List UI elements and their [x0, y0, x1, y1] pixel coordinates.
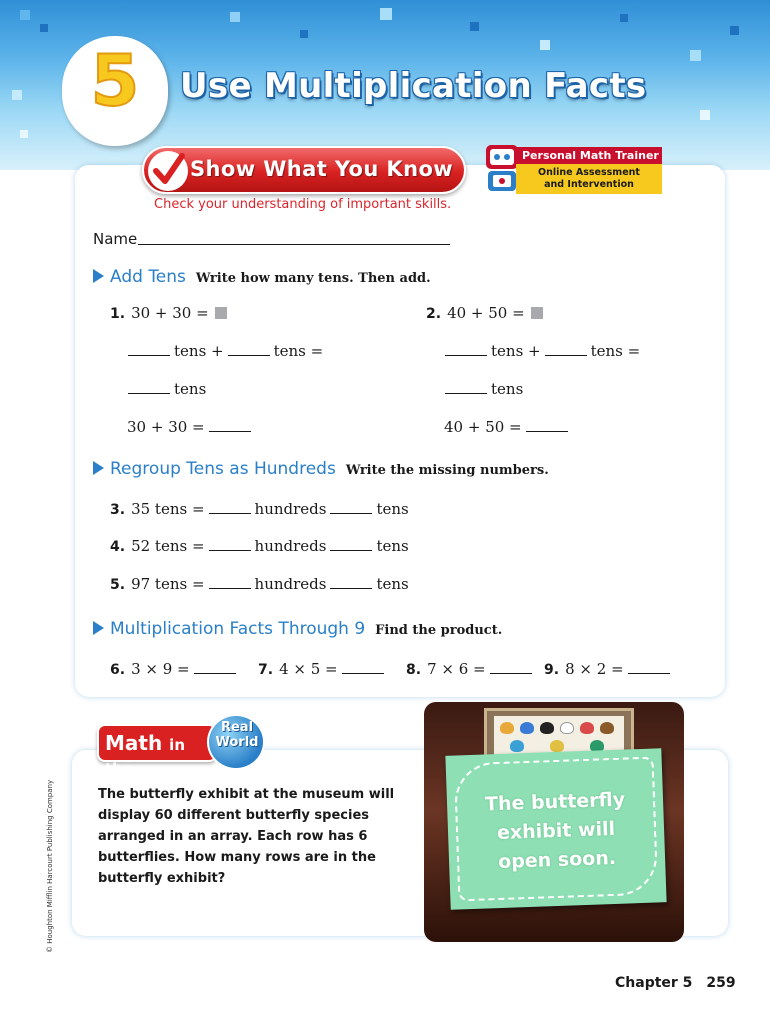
problem-1-total-tens: [124, 380, 206, 398]
problem-6: [110, 660, 240, 678]
trainer-subtitle-line2: and Intervention: [544, 179, 634, 190]
problem-1-final: [127, 418, 255, 436]
butterfly-icon: [560, 722, 574, 734]
butterfly-icon: [550, 740, 564, 752]
butterfly-icon: [540, 722, 554, 734]
answer-blank[interactable]: [228, 355, 270, 356]
tens-text: tens: [174, 380, 207, 398]
problem-2-total-tens: [441, 380, 523, 398]
answer-blank[interactable]: [445, 355, 487, 356]
chapter-badge: [62, 36, 168, 146]
trainer-title: Personal Math Trainer: [516, 147, 662, 164]
sign-line-1: The butterfly: [484, 788, 626, 816]
problem-expression: 4 × 5 =: [279, 660, 338, 678]
tens-text: tens =: [590, 342, 641, 360]
butterfly-icon: [500, 722, 514, 734]
show-what-you-know-banner: [142, 146, 466, 194]
tens-text: tens +: [174, 342, 224, 360]
answer-blank[interactable]: [330, 550, 372, 551]
problem-expression: 8 × 2 =: [565, 660, 624, 678]
problem-expression: 7 × 6 =: [427, 660, 486, 678]
problem-7: [258, 660, 388, 678]
answer-box[interactable]: [215, 307, 227, 319]
answer-blank[interactable]: [490, 673, 532, 674]
answer-blank[interactable]: [128, 393, 170, 394]
math-in-the-real-world-logo: [97, 714, 267, 778]
copyright-text: © Houghton Mifflin Harcourt Publishing Company: [46, 779, 54, 953]
problem-number: 7.: [258, 662, 274, 678]
hundreds-text: hundreds: [254, 537, 327, 555]
answer-box[interactable]: [531, 307, 543, 319]
problem-number: 3.: [110, 502, 126, 518]
problem-2-tens-line: [441, 342, 640, 360]
answer-blank[interactable]: [526, 431, 568, 432]
final-expression: 30 + 30 =: [127, 418, 205, 436]
sign-line-3: open soon.: [497, 846, 617, 874]
problem-expression: 3 × 9 =: [131, 660, 190, 678]
tens-text: tens +: [491, 342, 541, 360]
page-footer: [615, 975, 736, 991]
tens-text: tens =: [273, 342, 324, 360]
answer-blank[interactable]: [628, 673, 670, 674]
butterfly-icon: [580, 722, 594, 734]
problem-1: [110, 304, 227, 322]
answer-blank[interactable]: [194, 673, 236, 674]
logo-math-box: [97, 724, 217, 778]
footer-chapter: Chapter 5: [615, 975, 693, 991]
instructions-text: Check your understanding of important skills.: [154, 197, 452, 212]
problem-2-final: [444, 418, 572, 436]
problem-5: [110, 575, 409, 593]
tens-text: tens: [376, 500, 409, 518]
section-title: Regroup Tens as Hundreds: [110, 459, 336, 479]
logo-math: Math: [105, 731, 163, 755]
chapter-title: Use Multiplication Facts: [180, 66, 647, 106]
name-field[interactable]: [138, 244, 450, 245]
exhibit-sign: [445, 748, 666, 909]
problem-expression: 97 tens =: [131, 575, 205, 593]
answer-blank[interactable]: [209, 431, 251, 432]
section-regroup: [93, 459, 549, 479]
word-problem-text: The butterfly exhibit at the museum will display 60 different butterfly species arranged in an array. Each row has 6 butterflies. How many rows are in the butterfly exhibit?: [98, 787, 395, 886]
answer-blank[interactable]: [209, 588, 251, 589]
problem-4: [110, 537, 409, 555]
butterfly-icon: [510, 740, 524, 752]
answer-blank[interactable]: [209, 550, 251, 551]
page-number: 259: [706, 975, 736, 991]
hundreds-text: hundreds: [254, 575, 327, 593]
section-mult-facts: [93, 619, 502, 639]
section-add-tens: [93, 267, 431, 287]
problem-1-tens-line: [124, 342, 323, 360]
trainer-subtitle-line1: Online Assessment: [538, 167, 640, 178]
chapter-number: 5: [90, 40, 140, 122]
butterfly-icon: [600, 722, 614, 734]
section-arrow-icon: [93, 461, 104, 475]
problem-number: 1.: [110, 306, 126, 322]
problem-number: 6.: [110, 662, 126, 678]
tens-text: tens: [376, 575, 409, 593]
problem-number: 4.: [110, 539, 126, 555]
section-arrow-icon: [93, 621, 104, 635]
tens-text: tens: [376, 537, 409, 555]
problem-expression: 35 tens =: [131, 500, 205, 518]
name-label: Name: [93, 230, 138, 248]
tens-text: tens: [491, 380, 524, 398]
section-title: Multiplication Facts Through 9: [110, 619, 366, 639]
section-instruction: Write how many tens. Then add.: [195, 271, 431, 286]
problem-number: 2.: [426, 306, 442, 322]
trainer-subtitle: [516, 164, 662, 194]
butterfly-icon: [520, 722, 534, 734]
logo-math-text: [105, 731, 215, 779]
problem-2: [426, 304, 543, 322]
section-instruction: Find the product.: [375, 623, 503, 638]
banner-title: Show What You Know: [190, 157, 454, 181]
hundreds-text: hundreds: [254, 500, 327, 518]
section-instruction: Write the missing numbers.: [345, 463, 549, 478]
problem-number: 5.: [110, 577, 126, 593]
problem-expression: 30 + 30 =: [131, 304, 209, 322]
problem-9: [544, 660, 674, 678]
answer-blank[interactable]: [128, 355, 170, 356]
problem-expression: 52 tens =: [131, 537, 205, 555]
logo-in-the: in the: [105, 736, 185, 778]
logo-world: World: [215, 735, 259, 750]
answer-blank[interactable]: [330, 513, 372, 514]
section-title: Add Tens: [110, 267, 186, 287]
final-expression: 40 + 50 =: [444, 418, 522, 436]
answer-blank[interactable]: [342, 673, 384, 674]
problem-expression: 40 + 50 =: [447, 304, 525, 322]
sign-line-2: exhibit will: [496, 817, 616, 845]
answer-blank[interactable]: [445, 393, 487, 394]
logo-real-world: [209, 720, 265, 750]
answer-blank[interactable]: [209, 513, 251, 514]
sign-text: [467, 785, 646, 878]
logo-real: Real: [220, 720, 254, 735]
problem-8: [406, 660, 536, 678]
section-arrow-icon: [93, 269, 104, 283]
answer-blank[interactable]: [545, 355, 587, 356]
personal-math-trainer[interactable]: [480, 143, 664, 197]
problem-number: 9.: [544, 662, 560, 678]
answer-blank[interactable]: [330, 588, 372, 589]
problem-number: 8.: [406, 662, 422, 678]
checkmark-icon: [146, 146, 190, 194]
problem-3: [110, 500, 409, 518]
